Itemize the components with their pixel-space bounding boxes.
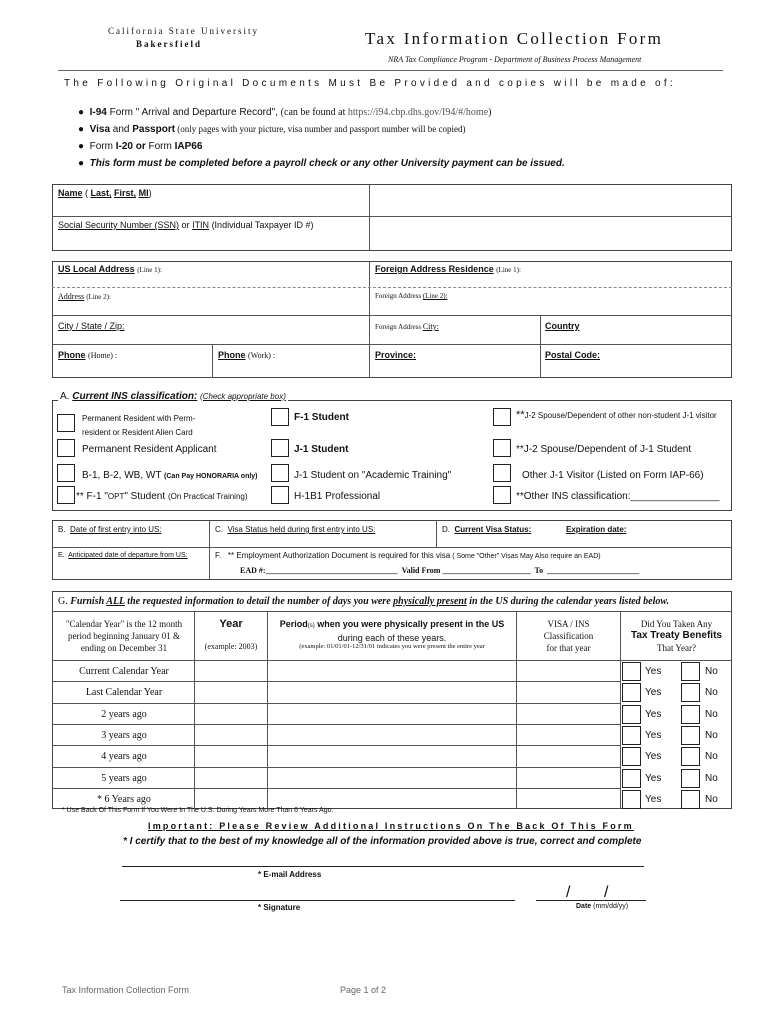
- postal-code-label: Postal Code:: [545, 350, 601, 360]
- phone-home-label: Phone (Home) :: [58, 350, 118, 360]
- row-year-label: Current Calendar Year: [79, 666, 169, 677]
- payroll-note: This form must be completed before a payroll check or any other University payment can be issued.: [89, 158, 565, 169]
- bullet-dot: ●: [78, 158, 85, 169]
- iap66-label: IAP66: [174, 141, 203, 152]
- treaty-yes-label: Yes: [645, 666, 662, 677]
- perm-resident-applicant-checkbox[interactable]: [57, 439, 75, 457]
- i94-close: ): [488, 107, 492, 118]
- divider: [52, 287, 732, 288]
- row-year-input[interactable]: [195, 746, 267, 765]
- row-period-input[interactable]: [268, 789, 516, 808]
- b1-b2-label: B-1, B-2, WB, WT (Can Pay HONORARIA only): [82, 470, 258, 481]
- period-column-header: Period(s) when you were physically present in the US during each of these years.: [279, 619, 505, 643]
- b1-b2-checkbox[interactable]: [57, 464, 75, 482]
- treaty-no-label: No: [705, 794, 718, 805]
- other-j1-label: Other J-1 Visitor (Listed on Form IAP-66): [522, 470, 704, 481]
- treaty-yes-checkbox[interactable]: [622, 769, 641, 788]
- perm-resident-applicant-label: Permanent Resident Applicant: [82, 444, 217, 455]
- other-ins-checkbox[interactable]: [493, 486, 511, 504]
- row-year-input[interactable]: [195, 704, 267, 723]
- divider: [52, 611, 732, 612]
- j2-of-j1-label: **J-2 Spouse/Dependent of J-1 Student: [516, 444, 692, 455]
- row-period-input[interactable]: [268, 661, 516, 680]
- row-year-input[interactable]: [195, 682, 267, 701]
- visa-label: Visa: [89, 124, 110, 135]
- treaty-no-label: No: [705, 709, 718, 720]
- row-visa-input[interactable]: [517, 746, 620, 765]
- row-period-input[interactable]: [268, 682, 516, 701]
- row-visa-input[interactable]: [517, 661, 620, 680]
- f1-opt-label: ** F-1 "OPT" Student (On Practical Training): [76, 491, 248, 502]
- i20-text2: Form: [145, 141, 175, 152]
- treaty-no-checkbox[interactable]: [681, 747, 700, 766]
- treaty-no-label: No: [705, 687, 718, 698]
- name-label: Name ( Last, First, MI): [58, 188, 152, 198]
- treaty-no-checkbox[interactable]: [681, 790, 700, 809]
- i94-label: I-94: [89, 107, 107, 118]
- date-slash: /: [604, 884, 609, 901]
- treaty-no-checkbox[interactable]: [681, 726, 700, 745]
- bullet-dot: ●: [78, 124, 85, 135]
- row-year-label: 4 years ago: [101, 751, 147, 762]
- row-period-input[interactable]: [268, 725, 516, 744]
- j1-student-checkbox[interactable]: [271, 439, 289, 457]
- phone-work-label: Phone (Work) :: [218, 350, 276, 360]
- signature-line[interactable]: [120, 900, 515, 901]
- foreign-city-label: Foreign Address City:: [375, 322, 439, 331]
- campus-name: Bakersfield: [136, 39, 202, 49]
- row-year-input[interactable]: [195, 661, 267, 680]
- divider: [436, 520, 437, 547]
- visa-note: (only pages with your picture, visa number and passport number will be copied): [175, 124, 466, 134]
- i20-text: Form: [89, 141, 116, 152]
- j2-nonstudent-checkbox[interactable]: [493, 408, 511, 426]
- first-entry-date-label: B. Date of first entry into US:: [58, 525, 162, 534]
- row-visa-input[interactable]: [517, 768, 620, 787]
- treaty-no-label: No: [705, 773, 718, 784]
- row-year-input[interactable]: [195, 789, 267, 808]
- h1b1-checkbox[interactable]: [271, 486, 289, 504]
- divider: [212, 344, 213, 378]
- row-period-input[interactable]: [268, 746, 516, 765]
- treaty-yes-checkbox[interactable]: [622, 726, 641, 745]
- row-year-label: 2 years ago: [101, 709, 147, 720]
- j1-student-label: J-1 Student: [294, 444, 349, 455]
- permanent-resident-label: Permanent Resident with Perm- resident or Resident Alien Card: [82, 414, 196, 437]
- ead-requirement-label: F. ** Employment Authorization Document is required for this visa ( Some "Other" Visas May Also require an EAD): [215, 551, 601, 560]
- ssn-label: Social Security Number (SSN) or ITIN (Individual Taxpayer ID #): [58, 220, 314, 230]
- treaty-no-checkbox[interactable]: [681, 662, 700, 681]
- f1-opt-checkbox[interactable]: [57, 486, 75, 504]
- treaty-yes-label: Yes: [645, 687, 662, 698]
- foreign-address-line2-label: Foreign Address (Line 2):: [375, 292, 448, 300]
- date-slash: /: [566, 884, 571, 901]
- section-g-instructions: G. Furnish ALL the requested information to detail the number of days you were physically present in the US during the calendar years listed below.: [58, 596, 670, 607]
- docs-banner: The Following Original Documents Must Be Provided and copies will be made of:: [64, 78, 677, 89]
- row-year-label: 5 years ago: [101, 773, 147, 784]
- i94-link[interactable]: https://i94.cbp.dhs.gov/I94/#/home: [347, 107, 489, 118]
- page-number: Page 1 of 2: [340, 985, 387, 995]
- bullet-visa: [78, 124, 465, 135]
- treaty-yes-label: Yes: [645, 730, 662, 741]
- expiration-date-label: Expiration date:: [566, 525, 627, 534]
- f1-student-checkbox[interactable]: [271, 408, 289, 426]
- departure-date-label: E. Anticipated date of departure from US:: [58, 552, 188, 559]
- visa-column-header: VISA / INS Classification for that year: [543, 619, 594, 653]
- divider: [52, 344, 732, 345]
- page-title: Tax Information Collection Form: [365, 29, 664, 48]
- ead-number-field[interactable]: EAD #:_________________________________ Valid From ______________________ To _______________________: [240, 566, 640, 575]
- divider: [52, 315, 732, 316]
- date-label: Date (mm/dd/yy): [576, 903, 629, 910]
- other-ins-label: **Other INS classification:________________: [516, 491, 720, 502]
- row-period-input[interactable]: [268, 704, 516, 723]
- treaty-no-label: No: [705, 751, 718, 762]
- treaty-yes-label: Yes: [645, 709, 662, 720]
- passport-label: Passport: [132, 124, 176, 135]
- foreign-address-label: Foreign Address Residence (Line 1):: [375, 264, 521, 274]
- f1-student-label: F-1 Student: [294, 412, 349, 423]
- email-label: * E-mail Address: [258, 870, 322, 879]
- divider: [540, 315, 541, 378]
- treaty-no-checkbox[interactable]: [681, 769, 700, 788]
- treaty-yes-checkbox[interactable]: [622, 683, 641, 702]
- divider: [369, 261, 370, 378]
- back-of-form-footnote: * Use Back Of This Form If You Were In The U.S. During Years More Than 6 Years Ago.: [62, 807, 334, 814]
- treaty-column-header: Did You Taken Any Tax Treaty Benefits That Year?: [631, 619, 722, 653]
- row-year-label: 3 years ago: [101, 730, 147, 741]
- row-visa-input[interactable]: [517, 682, 620, 701]
- period-example: (example: 01/01/01-12/31/01 indicates you were present the entire year: [299, 643, 485, 650]
- other-j1-checkbox[interactable]: [493, 464, 511, 482]
- divider: [52, 547, 732, 548]
- section-a-title: A. Current INS classification: (Check appropriate box): [60, 391, 286, 402]
- year-column-header: Year: [219, 618, 243, 630]
- treaty-yes-label: Yes: [645, 751, 662, 762]
- treaty-no-checkbox[interactable]: [681, 705, 700, 724]
- row-period-input[interactable]: [268, 768, 516, 787]
- treaty-no-label: No: [705, 730, 718, 741]
- bullet-dot: ●: [78, 107, 85, 118]
- row-year-label: Last Calendar Year: [85, 687, 163, 698]
- bullet-dot: ●: [78, 141, 85, 152]
- name-input[interactable]: [370, 185, 731, 215]
- treaty-yes-checkbox[interactable]: [622, 705, 641, 724]
- row-visa-input[interactable]: [517, 725, 620, 744]
- first-entry-visa-label: C. Visa Status held during first entry into US:: [215, 525, 376, 534]
- certification-statement: * I certify that to the best of my knowledge all of the information provided above is true, correct and complete: [123, 836, 642, 847]
- important-note: Important: Please Review Additional Instructions On The Back Of This Form: [148, 821, 634, 831]
- visa-and: and: [110, 124, 133, 135]
- treaty-yes-label: Yes: [645, 773, 662, 784]
- treaty-yes-checkbox[interactable]: [622, 662, 641, 681]
- address-box: [52, 261, 732, 378]
- row-visa-input[interactable]: [517, 704, 620, 723]
- address-line2-label: Address (Line 2):: [58, 292, 111, 301]
- j2-nonstudent-label: **J-2 Spouse/Dependent of other non-student J-1 visitor: [516, 409, 717, 421]
- university-name: California State University: [108, 26, 259, 36]
- us-local-address-label: US Local Address (Line 1):: [58, 264, 162, 274]
- country-label: Country: [545, 321, 580, 331]
- i20-label: I-20 or: [115, 141, 146, 152]
- row-year-input[interactable]: [195, 725, 267, 744]
- i94-serif: (can be found at: [280, 107, 348, 118]
- date-line[interactable]: [536, 900, 646, 901]
- h1b1-label: H-1B1 Professional: [294, 491, 381, 502]
- treaty-yes-label: Yes: [645, 794, 662, 805]
- calendar-year-note: "Calendar Year" is the 12 month period beginning January 01 & ending on December 31: [65, 619, 183, 653]
- bullet-payroll: [78, 158, 565, 169]
- treaty-yes-checkbox[interactable]: [622, 747, 641, 766]
- treaty-yes-checkbox[interactable]: [622, 790, 641, 809]
- treaty-no-label: No: [705, 666, 718, 677]
- bullet-i20: [78, 141, 202, 152]
- divider: [209, 520, 210, 580]
- subtitle: NRA Tax Compliance Program - Department of Business Process Management: [388, 55, 642, 64]
- treaty-no-checkbox[interactable]: [681, 683, 700, 702]
- year-example: (example: 2003): [204, 642, 258, 651]
- province-label: Province:: [375, 350, 417, 360]
- j2-of-j1-checkbox[interactable]: [493, 439, 511, 457]
- city-state-zip-label: City / State / Zip:: [58, 321, 125, 331]
- email-line[interactable]: [122, 866, 644, 867]
- header-rule: [58, 70, 723, 71]
- row-year-label: * 6 Years ago: [97, 794, 151, 805]
- signature-label: * Signature: [258, 903, 301, 912]
- j1-academic-training-checkbox[interactable]: [271, 464, 289, 482]
- ssn-input[interactable]: [370, 217, 731, 250]
- footer-doc-name: Tax Information Collection Form: [62, 985, 190, 995]
- permanent-resident-checkbox[interactable]: [57, 414, 75, 432]
- j1-academic-training-label: J-1 Student on "Academic Training": [294, 470, 452, 481]
- row-year-input[interactable]: [195, 768, 267, 787]
- i94-text: Form " Arrival and Departure Record",: [106, 107, 281, 118]
- row-visa-input[interactable]: [517, 789, 620, 808]
- current-visa-label: D. Current Visa Status:: [442, 525, 532, 534]
- bullet-i94: [78, 107, 492, 118]
